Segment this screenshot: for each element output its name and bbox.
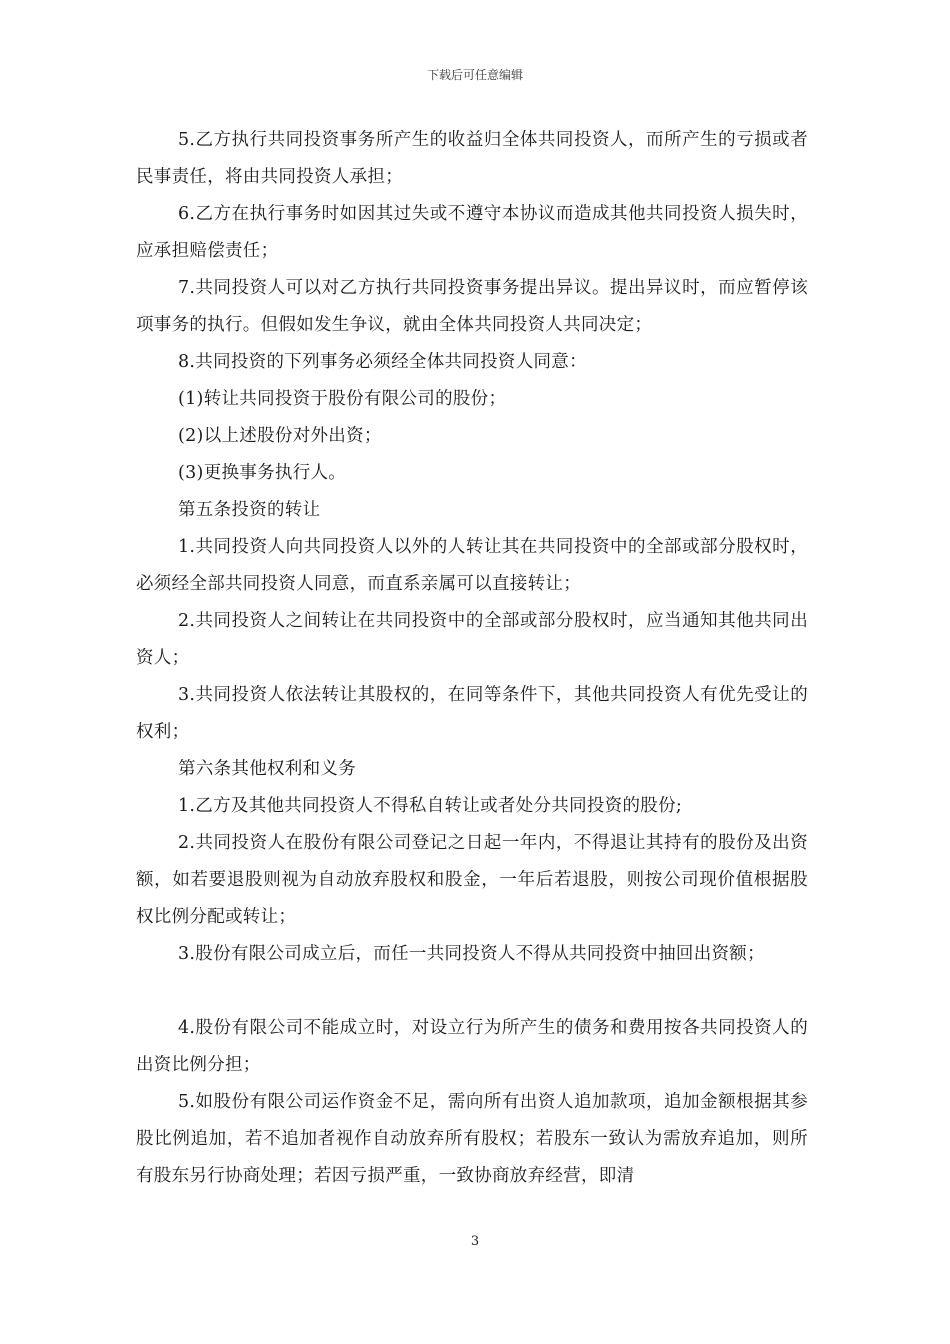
paragraph: 4.股份有限公司不能成立时，对设立行为所产生的债务和费用按各共同投资人的出资比例分担； (136, 1018, 808, 1075)
page-header: 下载后可任意编辑 (426, 68, 523, 82)
paragraph: 6.乙方在执行事务时如因其过失或不遵守本协议而造成其他共同投资人损失时，应承担赔偿责任； (136, 204, 808, 261)
list-item: (2)以上述股份对外出资； (178, 426, 382, 446)
paragraph: 1.共同投资人向共同投资人以外的人转让其在共同投资中的全部或部分股权时，必须经全部共同投资人同意，而直系亲属可以直接转让； (136, 537, 808, 594)
list-item: (1)转让共同投资于股份有限公司的股份； (178, 389, 507, 409)
paragraph: 7.共同投资人可以对乙方执行共同投资事务提出异议。提出异议时，而应暂停该项事务的执行。但假如发生争议，就由全体共同投资人共同决定； (136, 278, 808, 335)
list-item: (3)更换事务执行人。 (178, 463, 347, 483)
paragraph: 2.共同投资人之间转让在共同投资中的全部或部分股权时，应当通知其他共同出资人； (136, 611, 808, 668)
section-heading: 第六条其他权利和义务 (178, 759, 356, 779)
page-number: 3 (470, 1234, 480, 1249)
paragraph: 8.共同投资的下列事务必须经全体共同投资人同意： (178, 352, 587, 372)
paragraph: 3.股份有限公司成立后，而任一共同投资人不得从共同投资中抽回出资额； (178, 944, 765, 964)
document-body (136, 122, 808, 1195)
section-heading: 第五条投资的转让 (178, 500, 321, 520)
blank-line (136, 973, 808, 1010)
paragraph: 3.共同投资人依法转让其股权的，在同等条件下，其他共同投资人有优先受让的权利； (136, 685, 808, 742)
paragraph: 2.共同投资人在股份有限公司登记之日起一年内，不得退让其持有的股份及出资额，如若要退股则视为自动放弃股权和股金，一年后若退股，则按公司现价值根据股权比例分配或转让； (136, 833, 808, 927)
paragraph: 5.如股份有限公司运作资金不足，需向所有出资人追加款项，追加金额根据其参股比例追加，若不追加者视作自动放弃所有股权；若股东一致认为需放弃追加，则所有股东另行协商处理；若因亏损严重，一致协商放弃经营，即清 (136, 1092, 808, 1186)
paragraph: 1.乙方及其他共同投资人不得私自转让或者处分共同投资的股份; (178, 796, 683, 816)
paragraph: 5.乙方执行共同投资事务所产生的收益归全体共同投资人，而所产生的亏损或者民事责任，将由共同投资人承担； (136, 130, 808, 187)
